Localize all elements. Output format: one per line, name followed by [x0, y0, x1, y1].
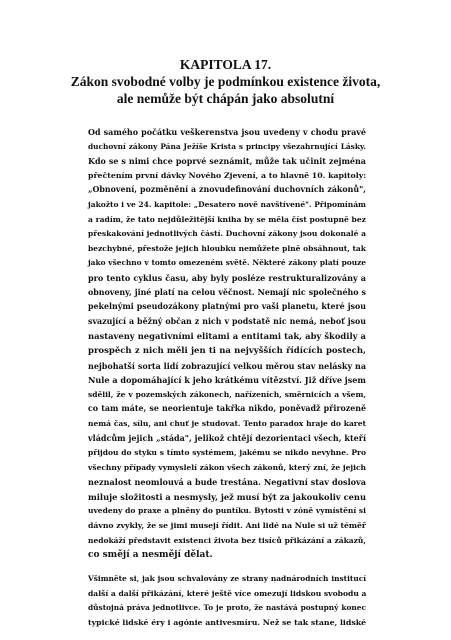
text-line: miluje složitosti a nesmysly, jež musí být za jakoukoliv cenu	[88, 491, 366, 502]
text-line: pro tento cyklus času, aby byly posléze restrukturalizovány a	[88, 272, 366, 283]
chapter-number: KAPITOLA 17.	[179, 57, 272, 72]
text-line: nejbohatší sorta lidí zobrazující velkou měrou stav nelásky na	[88, 360, 366, 371]
text-line: Kdo se s nimi chce poprvé seznámit, může tak učinit zejména	[88, 156, 366, 167]
text-line: Od samého počátku veškerenstva jsou uvedeny v chodu pravé	[88, 127, 366, 137]
text-line: další a další přikázání, které ještě více omezují lidskou svobodu a	[88, 588, 367, 598]
text-line: svazující a běžný občan z nich v podstatě nic nemá, neboť jsou	[88, 316, 366, 326]
text-line: bezchybné, přestože jejich hloubku nemůžete plně obsáhnout, tak	[88, 243, 366, 253]
text-line: typické lidské éry i agónie antivesmíru. Než se tak stane, lidské	[88, 617, 367, 627]
text-line: co tam máte, se neorientuje takřka nikdo, poněvadž přirozeně	[88, 404, 366, 414]
text-line: Nule a dopomáhající k jeho krátkému vítězství. Již dříve jsem	[88, 375, 366, 386]
text-line: co smějí a nesmějí dělat.	[88, 550, 213, 561]
text-line: obnoveny, jiné platí na celou věčnost. Nemají nic společného s	[88, 287, 366, 297]
text-line: nedokáží představit existenci života bez tisíců přikázání a zákazů,	[88, 535, 366, 545]
text-line: Všimněte si, jak jsou schvalovány ze strany nadnárodních institucí	[88, 574, 366, 583]
text-line: nastaveny negativními elitami a entitami tak, aby škodily a	[88, 331, 366, 342]
text-line: nemá čas, sílu, ani chuť je studovat. Tento paradox hraje do karet	[88, 418, 366, 428]
text-line: všechny případy vymyslelí zákon všech zákonů, který zní, že jejich	[88, 462, 366, 472]
text-line: dávno zvykly, že se jimi musejí řídit. Ani lidé na Nule si už téměř	[88, 521, 366, 531]
body-paragraph	[88, 572, 366, 630]
chapter-title-line: ale nemůže být chápán jako absolutní	[116, 91, 335, 106]
body-paragraph	[88, 125, 366, 563]
text-line: pekelnými pseudozákony platnými pro vaši planetu, které jsou	[88, 302, 366, 312]
text-line: jako všechno v tomto omezeném světě. Některé zákony platí pouze	[88, 258, 366, 268]
text-line: a radím, že tato nejdůležitější kniha by se měla číst postupně bez	[88, 214, 366, 224]
text-line: sdělil, že v pozemských zákonech, nařízeních, směrnicích a všem,	[88, 389, 366, 399]
text-line: přeskakování jednotlivých částí. Duchovní zákony jsou dokonalé a	[88, 229, 366, 239]
text-line: důstojná práva jednotlivce. To je proto, že nastává postupný konec	[88, 603, 366, 613]
text-line: „Obnovení, pozměnění a znovudefinování duchovních zákonů",	[88, 185, 366, 195]
text-line: neznalost neomlouvá a bude trestána. Negativní stav doslova	[88, 477, 366, 488]
text-line: jakožto i ve 24. kapitole: „Desatero nově navštívené". Připomínám	[88, 199, 366, 209]
chapter-heading	[0, 56, 451, 107]
text-line: prospěch z nich měli jen ti na nejvyšších řídících postech,	[88, 345, 366, 356]
chapter-title-line: Zákon svobodné volby je podmínkou existence života,	[70, 74, 381, 89]
text-line: přečtením první dávky Nového Zjevení, a to hlavně 10. kapitoly:	[88, 170, 367, 180]
text-line: duchovní zákony Pána Ježíše Krista s principy všezahrnující Lásky.	[88, 141, 366, 151]
text-line: přijdou do styku s tímto systémem, jakému se nikdo nevyhne. Pro	[88, 448, 366, 458]
text-line: uvedeny do praxe a plněny do puntíku. Bytosti v zóně vymístění si	[88, 506, 366, 516]
text-line: vládcům jejich „stáda", jelikož chtějí dezorientaci všech, kteří	[88, 433, 366, 444]
